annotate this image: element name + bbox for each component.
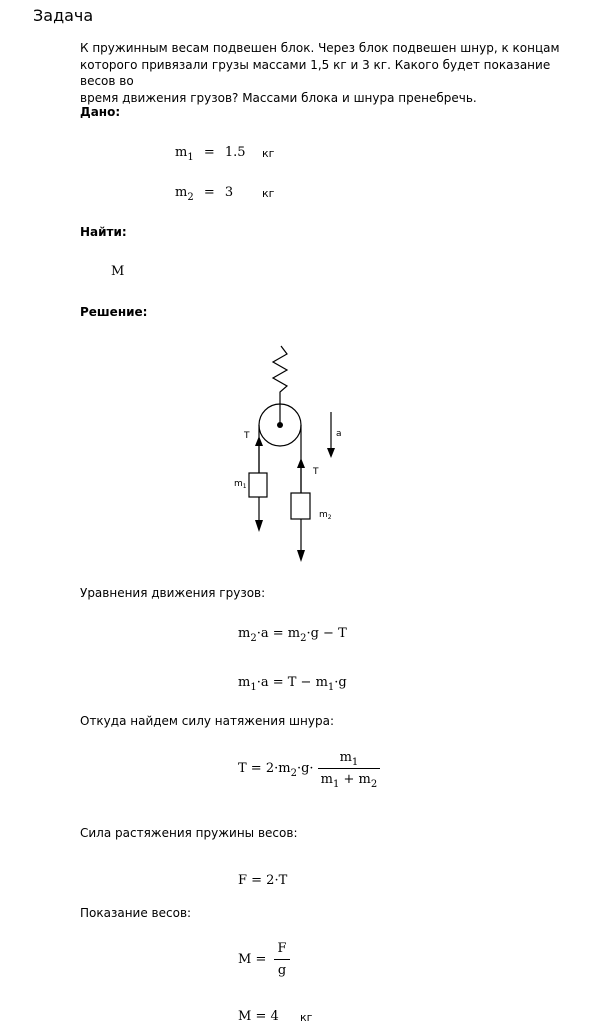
problem-line: которого привязали грузы массами 1,5 кг и 3 кг. Какого будет показание весов во (80, 57, 551, 88)
tension-fraction: $\frac{m_1}{m_1 + m_2}$ (318, 750, 381, 787)
arrow-down-icon (327, 448, 335, 458)
tension-label: Откуда найдем силу натяжения шнура: (80, 714, 334, 728)
problem-line: К пружинным весам подвешен блок. Через блок подвешен шнур, к концам (80, 41, 560, 55)
find-symbol: M (111, 264, 125, 279)
solution-heading: Решение: (80, 305, 148, 319)
spring-icon (273, 346, 287, 404)
spring-label: Сила растяжения пружины весов: (80, 826, 298, 840)
given-heading: Дано: (80, 105, 121, 119)
mass-block-2 (291, 493, 310, 519)
mass-label-1: $m_1$ (234, 479, 247, 490)
problem-statement (80, 40, 580, 106)
problem-line: время движения грузов? Массами блока и шнура пренебречь. (80, 90, 477, 105)
equation-1: $m_2\cdot a = m_2\cdot g - T$ (238, 626, 347, 644)
equation-4: F = 2·T (238, 873, 288, 888)
page-title: Задача (33, 6, 94, 25)
reading-fraction: $\frac{F}{g}$ (274, 941, 289, 978)
answer-unit: кг (300, 1011, 313, 1024)
tension-label-right: T (313, 467, 319, 477)
given-m1: $m_1 = 1.5$ (175, 145, 246, 163)
mass-label-2: $m_2$ (319, 510, 332, 521)
pulley-diagram (225, 340, 355, 570)
arrow-up-icon (297, 458, 305, 468)
given-m1-unit: кг (262, 147, 275, 160)
answer: M = 4 (238, 1009, 279, 1024)
equation-2: $m_1\cdot a = T - m_1\cdot g$ (238, 675, 347, 693)
accel-label: a (336, 429, 342, 439)
arrow-up-icon (255, 436, 263, 446)
tension-label-left: T (244, 431, 250, 441)
arrow-down-icon (297, 550, 305, 562)
find-heading: Найти: (80, 225, 127, 239)
equation-3: $T = 2\cdot m_2\cdot g\cdot$ $\frac{m_1}{m_1 + m_2}$ (238, 750, 380, 787)
mass-block-1 (249, 473, 267, 497)
reading-label: Показание весов: (80, 906, 192, 920)
equation-5: M = $\frac{F}{g}$ (238, 941, 290, 978)
given-m2: $m_2 = 3$ (175, 185, 234, 203)
arrow-down-icon (255, 520, 263, 532)
given-m2-unit: кг (262, 187, 275, 200)
eq-motion-label: Уравнения движения грузов: (80, 586, 266, 600)
